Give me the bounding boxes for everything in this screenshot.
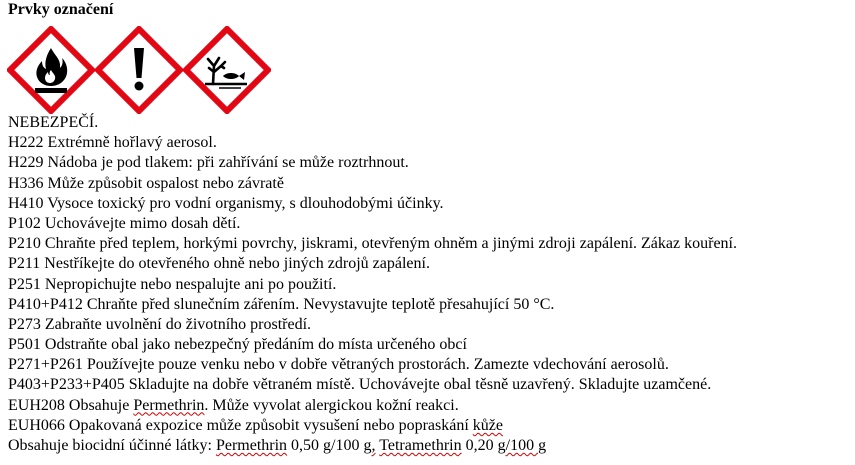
statement-text: EUH066 Opakovaná expozice může způsobit vysušení nebo popraskání bbox=[8, 416, 473, 434]
ghs-pictograms bbox=[7, 26, 271, 114]
statement-text: H229 Nádoba je pod tlakem: při zahřívání se může roztrhnout. bbox=[8, 154, 409, 172]
statement-line bbox=[8, 194, 737, 214]
spellcheck-flagged-word: Permethrin bbox=[133, 396, 205, 414]
statement-line bbox=[8, 275, 737, 295]
exclamation-mark-icon bbox=[95, 26, 183, 114]
statement-text: 0,50 g/100 bbox=[287, 437, 364, 454]
statement-line bbox=[8, 153, 737, 173]
statement-line bbox=[8, 396, 737, 416]
statement-line bbox=[8, 335, 737, 355]
flame-icon bbox=[7, 26, 95, 114]
signal-word: NEBEZPEČÍ. bbox=[8, 114, 99, 131]
ghs02-pictogram bbox=[7, 26, 95, 114]
statement-text: H222 Extrémně hořlavý aerosol. bbox=[8, 134, 217, 152]
statement-line bbox=[8, 234, 737, 254]
spellcheck-flagged-word: kůže bbox=[472, 416, 503, 434]
statement-line bbox=[8, 254, 737, 274]
statement-text: P403+P233+P405 Skladujte na dobře větraném místě. Uchovávejte obal těsně uzavřený. Skladujte uzamčené. bbox=[8, 376, 712, 394]
statement-line bbox=[8, 295, 737, 315]
statement-text: P211 Nestříkejte do otevřeného ohně nebo jiných zdrojů zapálení. bbox=[8, 255, 430, 273]
statement-line bbox=[8, 133, 737, 153]
statement-text: P102 Uchovávejte mimo dosah dětí. bbox=[8, 214, 241, 232]
spellcheck-flagged-word: g, bbox=[363, 437, 376, 454]
statement-text: H336 Může způsobit ospalost nebo závratě bbox=[8, 174, 284, 192]
statement-text: P410+P412 Chraňte před slunečním zářením. Nevystavujte teplotě přesahující 50 °C. bbox=[8, 295, 555, 313]
section-heading: Prvky označení bbox=[8, 1, 114, 18]
statement-text: H410 Vysoce toxický pro vodní organismy, s dlouhodobými účinky. bbox=[8, 194, 444, 212]
spellcheck-flagged-word: Permethrin bbox=[215, 437, 288, 454]
statement-text: EUH208 Obsahuje bbox=[8, 396, 134, 414]
statement-text: P210 Chraňte před teplem, horkými povrchy, jiskrami, otevřeným ohněm a jinými zdroji zapálení. Zákaz kouření. bbox=[8, 235, 737, 253]
statement-line bbox=[8, 315, 737, 335]
spellcheck-flagged-word: Tetramethrin bbox=[379, 437, 462, 454]
statement-text: P273 Zabraňte uvolnění do životního prostředí. bbox=[8, 315, 312, 333]
statement-text: Obsahuje biocidní účinné látky: bbox=[8, 437, 216, 454]
statement-line bbox=[8, 174, 737, 194]
statement-line bbox=[8, 355, 737, 375]
statement-text: P271+P261 Používejte pouze venku nebo v dobře větraných prostorách. Zamezte vdechování aerosolů. bbox=[8, 356, 669, 374]
statement-line bbox=[8, 375, 737, 395]
statement-line bbox=[8, 214, 737, 234]
statement-text: . Může vyvolat alergickou kožní reakci. bbox=[204, 396, 459, 414]
label-statements bbox=[8, 113, 737, 456]
ghs09-pictogram bbox=[183, 26, 271, 114]
spellcheck-flagged-word: g/100 g bbox=[497, 437, 547, 454]
statement-text: 0,20 bbox=[461, 437, 498, 454]
statement-line bbox=[8, 436, 737, 456]
statement-line bbox=[8, 416, 737, 436]
ghs07-pictogram bbox=[95, 26, 183, 114]
hazard-precautionary-statements bbox=[8, 133, 737, 456]
statement-text: P251 Nepropichujte nebo nespalujte ani po použití. bbox=[8, 275, 337, 293]
statement-text: P501 Odstraňte obal jako nebezpečný předáním do místa určeného obcí bbox=[8, 336, 467, 354]
environment-dead-tree-fish-icon bbox=[183, 26, 271, 114]
